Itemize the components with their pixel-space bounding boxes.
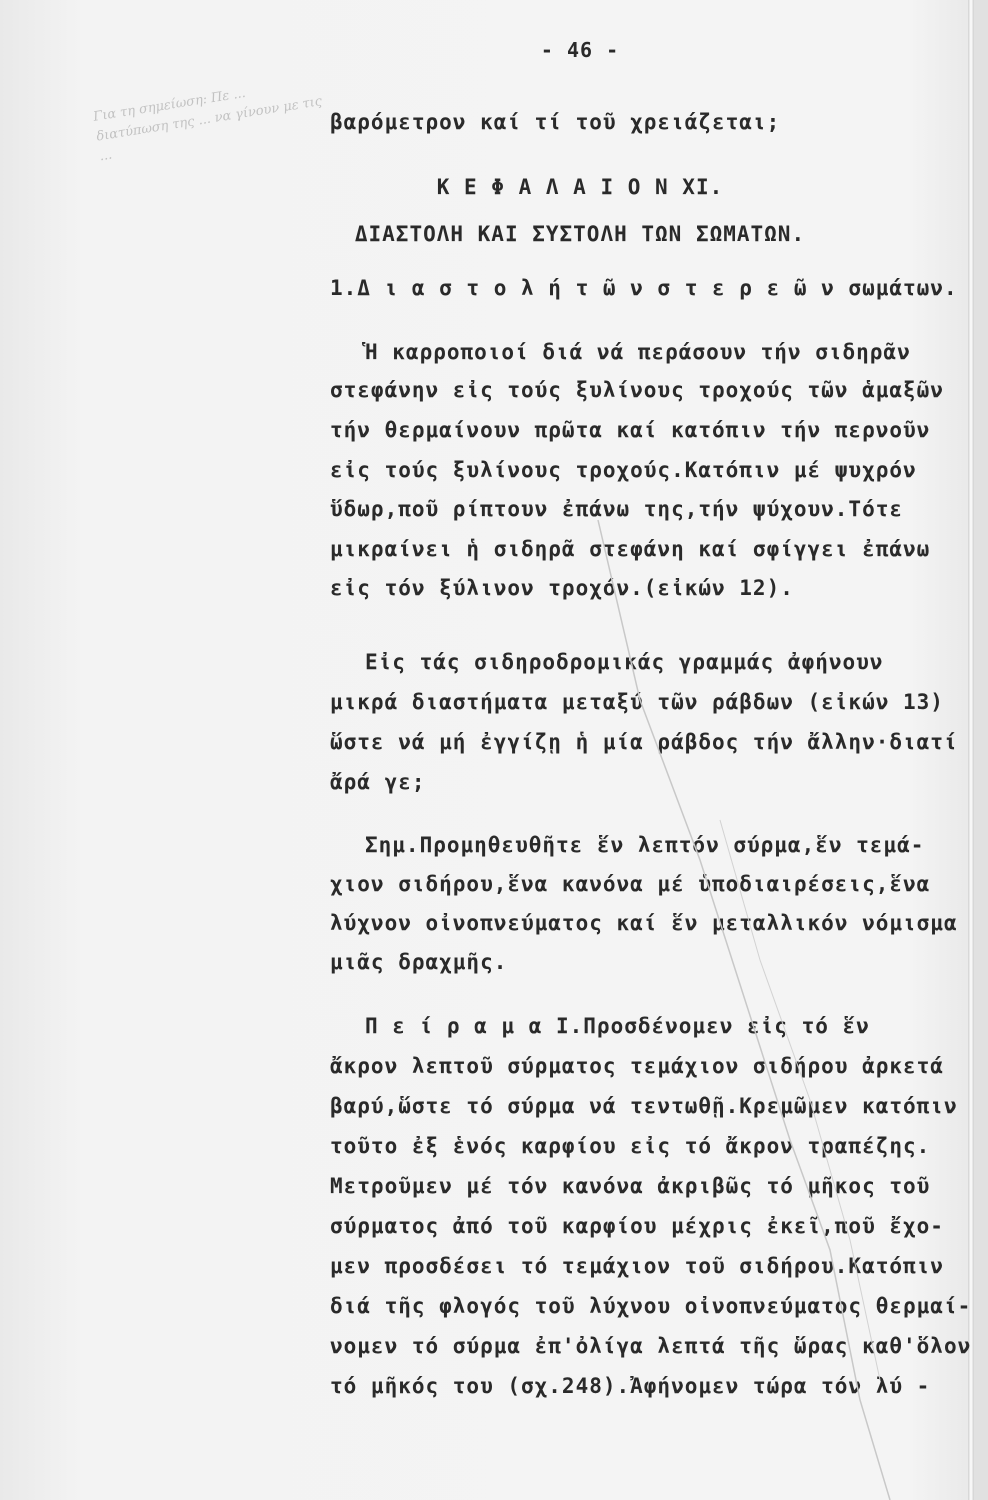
text-line: Μετροῦμεν μέ τόν κανόνα ἀκριβῶς τό μῆκος τοῦ: [330, 1174, 931, 1198]
text-line: τοῦτο ἐξ ἑνός καρφίου εἰς τό ἄκρον τραπέζης.: [330, 1134, 931, 1158]
text-line: στεφάνην εἰς τούς ξυλίνους τροχούς τῶν ἁμαξῶν: [330, 378, 944, 402]
text-line: μικρά διαστήματα μεταξύ τῶν ράβδων (εἰκών 13): [330, 690, 944, 714]
chapter-title: ΔΙΑΣΤΟΛΗ ΚΑΙ ΣΥΣΤΟΛΗ ΤΩΝ ΣΩΜΑΤΩΝ.: [354, 222, 806, 246]
text-line: Εἰς τάς σιδηροδρομικάς γραμμάς ἀφήνουν: [365, 650, 884, 674]
text-line: βαρύ,ὥστε τό σύρμα νά τεντωθῇ.Κρεμῶμεν κατόπιν: [330, 1094, 958, 1118]
text-line: σύρματος ἀπό τοῦ καρφίου μέχρις ἐκεῖ,ποῦ ἔχο-: [330, 1214, 944, 1238]
text-line: ἄρά γε;: [330, 770, 426, 794]
text-line: μεν προσδέσει τό τεμάχιον τοῦ σιδήρου.Κατόπιν: [330, 1254, 944, 1278]
text-line: εἰς τόν ξύλινον τροχόν.(εἰκών 12).: [330, 576, 794, 600]
text-line: ἄκρον λεπτοῦ σύρματος τεμάχιον σιδήρου ἀρκετά: [330, 1054, 944, 1078]
chapter-heading: Κ Ε Φ Α Λ Α Ι Ο Ν ΧΙ.: [436, 175, 724, 199]
text-line: μιᾶς δραχμῆς.: [330, 950, 508, 974]
text-line: ὕδωρ,ποῦ ρίπτουν ἐπάνω της,τήν ψύχουν.Τότε: [330, 497, 904, 521]
handwritten-margin-note: Για τη σημείωση: Πε ... διατύπωση της ... να γίνουν με τις ...: [92, 85, 324, 165]
text-line: Ἡ καρροποιοί διά νά περάσουν τήν σιδηρᾶν: [365, 340, 911, 364]
experiment-heading-line: Π ε ί ρ α μ α Ι.Προσδένομεν εἰς τό ἕν: [365, 1014, 870, 1038]
text-line: βαρόμετρον καί τί τοῦ χρειάζεται;: [330, 110, 781, 134]
text-line: εἰς τούς ξυλίνους τροχούς.Κατόπιν μέ ψυχρόν: [330, 458, 917, 482]
text-line: τό μῆκός του (σχ.248).Ἀφήνομεν τώρα τόν λύ -: [330, 1374, 931, 1398]
text-line: μικραίνει ἡ σιδηρᾶ στεφάνη καί σφίγγει ἐπάνω: [330, 537, 931, 561]
text-line: ὥστε νά μή ἐγγίζῃ ἡ μία ράβδος τήν ἄλλην·διατί: [330, 730, 958, 754]
text-line: τήν θερμαίνουν πρῶτα καί κατόπιν τήν περνοῦν: [330, 418, 931, 442]
text-line: χιον σιδήρου,ἕνα κανόνα μέ ὑποδιαιρέσεις,ἕνα: [330, 872, 931, 896]
note-line: Σημ.Προμηθευθῆτε ἕν λεπτόν σύρμα,ἕν τεμά-: [365, 833, 925, 857]
text-line: νομεν τό σύρμα ἐπ'ὀλίγα λεπτά τῆς ὥρας καθ'ὅλον: [330, 1334, 972, 1358]
section-heading: 1.Δ ι α σ τ ο λ ή τ ῶ ν σ τ ε ρ ε ῶ ν σωμάτων.: [330, 276, 958, 300]
text-line: λύχνον οἰνοπνεύματος καί ἕν μεταλλικόν νόμισμα: [330, 911, 958, 935]
text-line: διά τῆς φλογός τοῦ λύχνου οἰνοπνεύματος θερμαί-: [330, 1294, 972, 1318]
page-number: - 46 -: [540, 38, 620, 62]
